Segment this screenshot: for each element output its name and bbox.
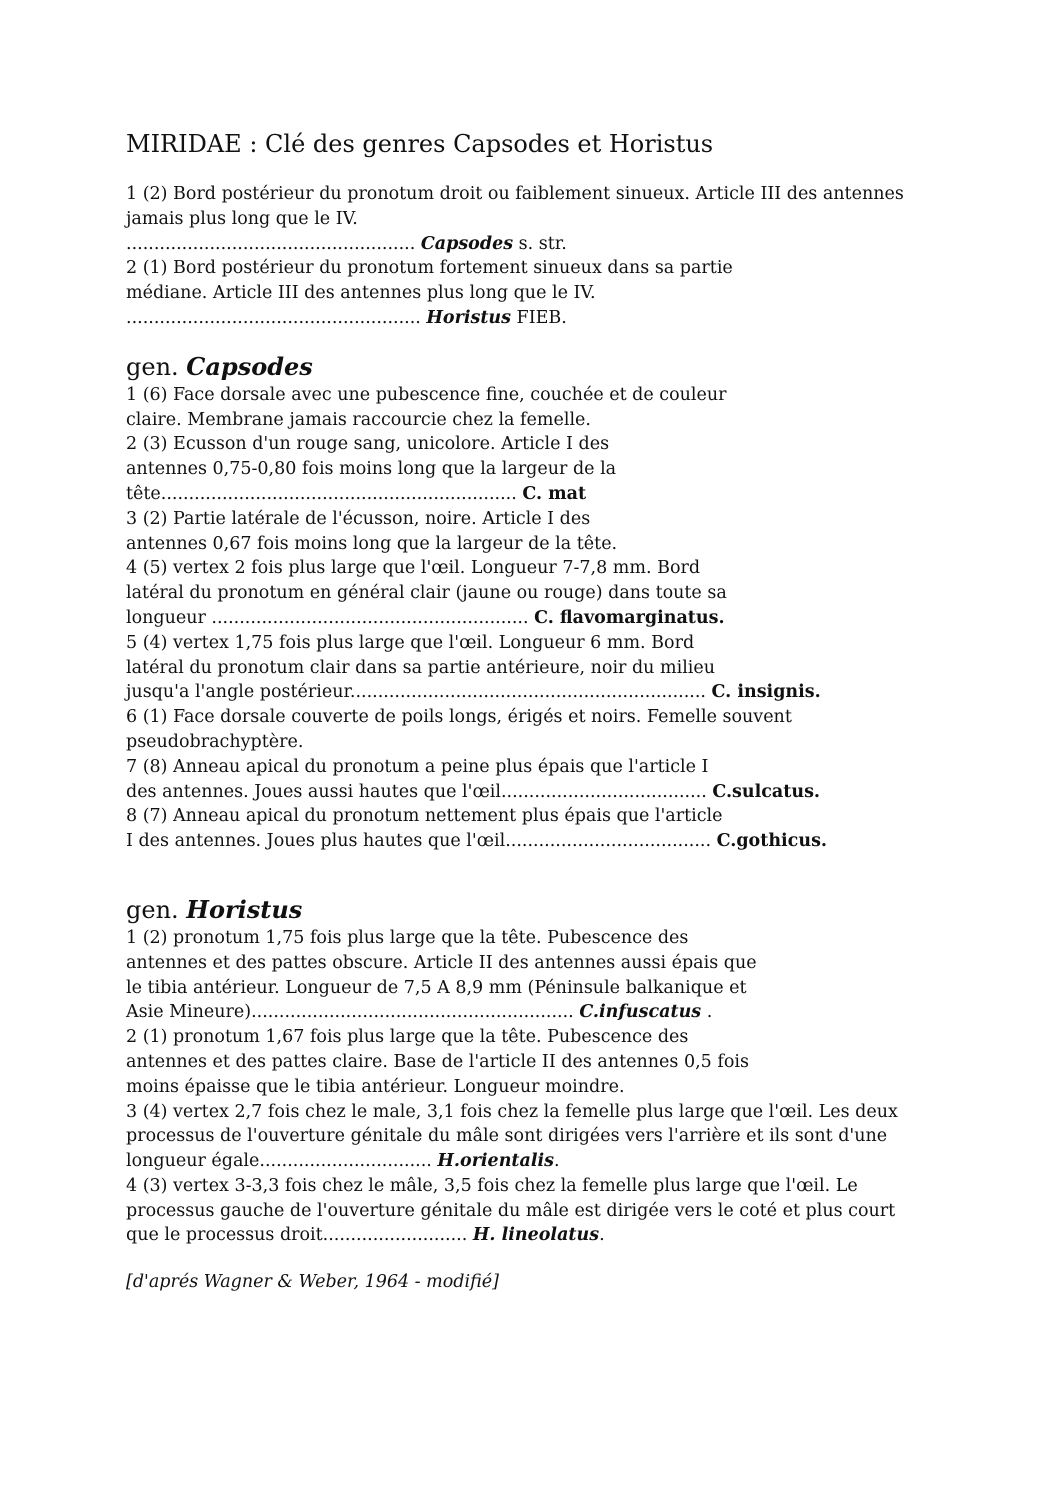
key-line: le tibia antérieur. Longueur de 7,5 A 8,9 mm (Péninsule balkanique et <box>126 977 747 998</box>
key-line-tail: s. str. <box>513 233 567 254</box>
key-line: 4 (5) vertex 2 fois plus large que l'œil. Longueur 7-7,8 mm. Bord <box>126 558 701 579</box>
key-line: 1 (6) Face dorsale avec une pubescence fine, couchée et de couleur <box>126 384 727 405</box>
key-line-tail: . <box>701 1002 713 1023</box>
key-line: 4 (3) vertex 3-3,3 fois chez le mâle, 3,5 fois chez la femelle plus large que l'œil. Le <box>126 1175 858 1196</box>
key-line-leader: I des antennes. Joues plus hautes que l'œil..................................... <box>126 831 717 852</box>
key-genera-section <box>126 182 946 331</box>
taxon-name: H.orientalis <box>437 1151 554 1172</box>
key-line-tail: FIEB. <box>510 307 567 328</box>
key-line-leader: des antennes. Joues aussi hautes que l'œil..................................... <box>126 781 713 802</box>
key-line: antennes 0,67 fois moins long que la largeur de la tête. <box>126 533 618 554</box>
key-line <box>126 306 946 331</box>
horistus-heading-name: Horistus <box>186 894 303 924</box>
key-line: antennes et des pattes obscure. Article II des antennes aussi épais que <box>126 952 757 973</box>
key-line: 5 (4) vertex 1,75 fois plus large que l'œil. Longueur 6 mm. Bord <box>126 632 695 653</box>
key-line: médiane. Article III des antennes plus long que le IV. <box>126 283 596 304</box>
key-line <box>126 1000 946 1025</box>
key-line: 2 (3) Ecusson d'un rouge sang, unicolore. Article I des <box>126 434 610 455</box>
key-line: 3 (4) vertex 2,7 fois chez le male, 3,1 fois chez la femelle plus large que l'œil. Les deux <box>126 1101 898 1122</box>
key-line-leader: ..................................................... <box>126 307 427 328</box>
capsodes-heading <box>126 351 946 383</box>
key-line-leader: longueur égale............................... <box>126 1151 438 1172</box>
key-line: processus gauche de l'ouverture génitale du mâle est dirigée vers le coté et plus court <box>126 1200 896 1221</box>
document-title: MIRIDAE : Clé des genres Capsodes et Horistus <box>126 130 714 158</box>
key-line <box>126 1149 946 1174</box>
key-line: moins épaisse que le tibia antérieur. Longueur moindre. <box>126 1076 625 1097</box>
capsodes-heading-prefix: gen. <box>126 352 187 381</box>
key-line-leader: tête................................................................ <box>126 483 523 504</box>
key-line: jamais plus long que le IV. <box>126 208 358 229</box>
key-line: antennes et des pattes claire. Base de l'article II des antennes 0,5 fois <box>126 1051 749 1072</box>
key-line: latéral du pronotum en général clair (jaune ou rouge) dans toute sa <box>126 583 727 604</box>
key-line <box>126 482 946 507</box>
reference-note: [d'aprés Wagner & Weber, 1964 - modifié] <box>126 1272 499 1293</box>
key-line: claire. Membrane jamais raccourcie chez la femelle. <box>126 409 591 430</box>
key-line <box>126 606 946 631</box>
key-line: pseudobrachyptère. <box>126 731 304 752</box>
key-line-leader: longueur ......................................................... <box>126 607 535 628</box>
key-line: processus de l'ouverture génitale du mâle sont dirigées vers l'arrière et ils sont d'une <box>126 1126 888 1147</box>
capsodes-key <box>126 383 946 854</box>
taxon-name: C. flavomarginatus. <box>534 607 725 628</box>
taxon-name: C.infuscatus <box>579 1002 702 1023</box>
taxon-name: C.sulcatus. <box>712 781 821 802</box>
taxon-name: H. lineolatus <box>472 1225 600 1246</box>
key-line: 2 (1) pronotum 1,67 fois plus large que la tête. Pubescence des <box>126 1027 689 1048</box>
key-line-leader: Asie Mineure).......................................................... <box>126 1002 580 1023</box>
key-line: antennes 0,75-0,80 fois moins long que la largeur de la <box>126 459 617 480</box>
key-line: latéral du pronotum clair dans sa partie antérieure, noir du milieu <box>126 657 716 678</box>
key-line: 6 (1) Face dorsale couverte de poils longs, érigés et noirs. Femelle souvent <box>126 707 792 728</box>
taxon-name: Capsodes <box>420 233 514 254</box>
key-line: 7 (8) Anneau apical du pronotum a peine plus épais que l'article I <box>126 756 709 777</box>
key-line: 3 (2) Partie latérale de l'écusson, noire. Article I des <box>126 508 591 529</box>
key-line: 2 (1) Bord postérieur du pronotum fortement sinueux dans sa partie <box>126 258 733 279</box>
key-line-leader: jusqu'a l'angle postérieur................................................................ <box>126 682 712 703</box>
taxon-name: C. insignis. <box>711 682 821 703</box>
key-line <box>126 1223 946 1248</box>
key-line-tail: . <box>554 1151 560 1172</box>
key-line: 1 (2) pronotum 1,75 fois plus large que la tête. Pubescence des <box>126 927 689 948</box>
capsodes-heading-name: Capsodes <box>186 351 313 381</box>
document-page <box>126 126 946 1294</box>
key-line <box>126 780 946 805</box>
spacer <box>126 331 946 351</box>
horistus-heading-prefix: gen. <box>126 895 187 924</box>
key-line <box>126 232 946 257</box>
key-line: 8 (7) Anneau apical du pronotum nettement plus épais que l'article <box>126 806 723 827</box>
taxon-name: Horistus <box>426 307 511 328</box>
key-line <box>126 680 946 705</box>
key-line: 1 (2) Bord postérieur du pronotum droit ou faiblement sinueux. Article III des antennes <box>126 184 904 204</box>
key-line <box>126 829 946 854</box>
spacer <box>126 854 946 894</box>
key-line-leader: .................................................... <box>126 233 421 254</box>
horistus-heading <box>126 894 946 926</box>
taxon-name: C.gothicus. <box>716 831 828 852</box>
horistus-key <box>126 926 946 1248</box>
key-line-leader: que le processus droit.......................... <box>126 1225 473 1246</box>
taxon-name: C. mat <box>522 483 587 504</box>
key-line-tail: . <box>599 1225 605 1246</box>
